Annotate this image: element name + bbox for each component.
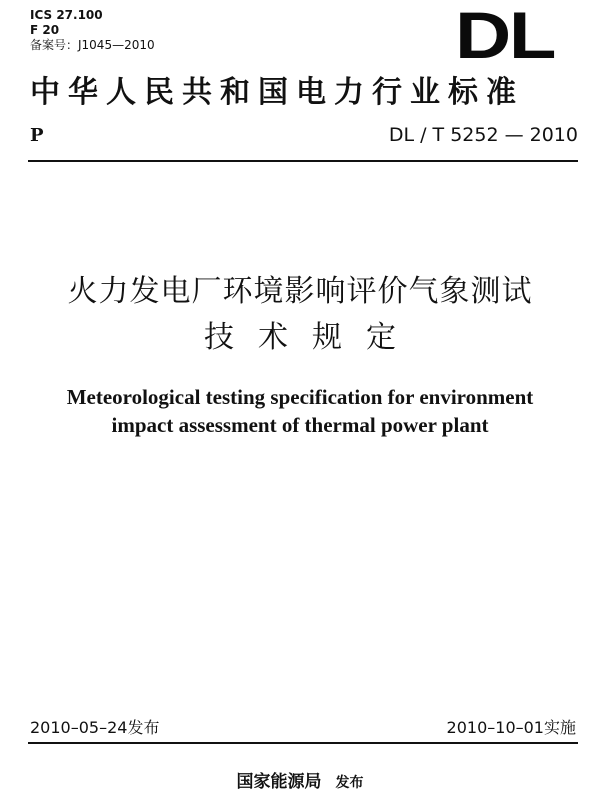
- issue-date: 2010–05–24发布: [30, 718, 160, 737]
- dl-logo: DL: [455, 0, 555, 72]
- ics-code: ICS 27.100: [30, 8, 103, 22]
- category-code: P: [30, 125, 44, 146]
- implementation-date: 2010–10–01实施: [446, 718, 576, 737]
- publisher-line: [0, 772, 600, 793]
- chinese-title-line-1: 火力发电厂环境影响评价气象测试: [67, 274, 533, 309]
- filing-number: 备案号：J1045—2010: [30, 38, 155, 52]
- english-title-line-2: impact assessment of thermal power plant: [111, 413, 489, 437]
- publisher-action: 发布: [335, 775, 364, 791]
- standard-number: DL / T 5252 — 2010: [388, 124, 578, 146]
- top-divider: [28, 160, 578, 162]
- issuer-heading: 中华人民共和国电力行业标准: [30, 75, 524, 110]
- publisher-name: 国家能源局: [236, 772, 322, 792]
- chinese-title-line-2: 技术规定: [204, 320, 420, 355]
- classification-code: F 20: [30, 23, 60, 37]
- english-title-line-1: Meteorological testing specification for environment: [66, 385, 534, 409]
- bottom-divider: [28, 742, 578, 744]
- metadata-block: [30, 8, 155, 53]
